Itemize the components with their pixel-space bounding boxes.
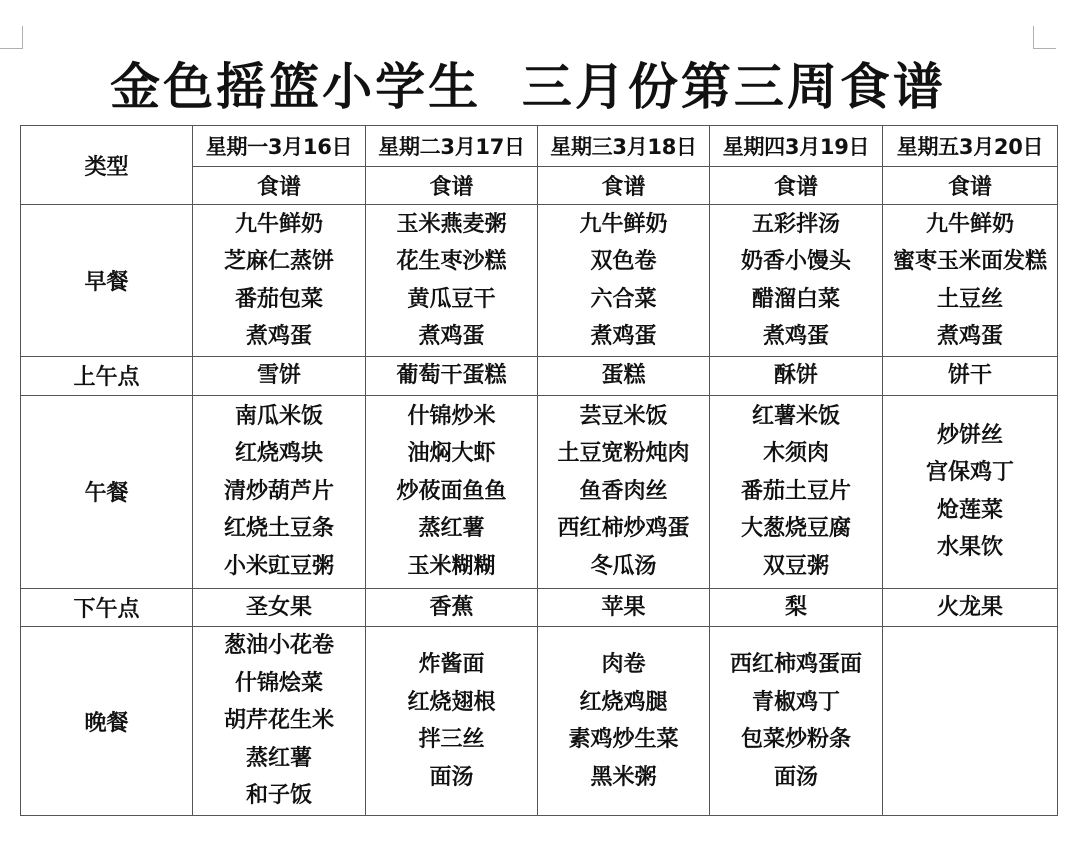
dish-item: 大葱烧豆腐 (740, 516, 851, 542)
dish-item: 五彩拌汤 (751, 211, 840, 237)
day-header-tue: 星期二3月17日 (366, 126, 538, 167)
menu-cell-wed (538, 357, 710, 396)
dish-item: 土豆宽粉炖肉 (557, 441, 690, 467)
dish-item: 酥饼 (773, 363, 818, 388)
page-corner-mark-top-right (1033, 26, 1056, 49)
dish-item: 玉米糊糊 (407, 553, 496, 579)
dish-item: 花生枣沙糕 (396, 249, 507, 274)
dish-item: 香蕉 (429, 594, 474, 620)
dish-item: 包菜炒粉条 (740, 727, 851, 752)
day-header-thu: 星期四3月19日 (710, 126, 883, 167)
dish-item: 黑米粥 (590, 764, 657, 790)
dish-item: 南瓜米饭 (234, 403, 323, 429)
dish-item: 红烧鸡腿 (579, 689, 668, 715)
menu-cell-wed (538, 588, 710, 627)
menu-cell-thu (710, 205, 883, 357)
dish-item: 面汤 (773, 764, 818, 790)
menu-cell-wed (538, 627, 710, 816)
menu-cell-mon (193, 627, 366, 816)
menu-cell-mon (193, 395, 366, 588)
menu-cell-thu (710, 588, 883, 627)
meal-rows (21, 205, 1058, 816)
type-header-cell: 类型 (21, 126, 193, 205)
menu-cell-tue (366, 205, 538, 357)
day-header-wed: 星期三3月18日 (538, 126, 710, 167)
dish-item: 醋溜白菜 (751, 286, 840, 312)
dish-item: 煮鸡蛋 (418, 324, 485, 349)
menu-cell-wed (538, 395, 710, 588)
dish-item: 六合菜 (590, 286, 657, 312)
dish-item: 拌三丝 (418, 727, 485, 752)
dish-item: 苹果 (601, 594, 646, 620)
menu-title: 金色摇篮小学生 三月份第三周食谱 (110, 58, 946, 116)
menu-cell-mon (193, 357, 366, 396)
menu-cell-wed (538, 205, 710, 357)
dish-item: 水果饮 (936, 535, 1003, 560)
meal-label: 下午点 (21, 588, 193, 627)
meal-row (21, 588, 1058, 627)
dish-item: 宫保鸡丁 (925, 460, 1014, 485)
dish-item: 红薯米饭 (751, 403, 840, 429)
dish-item: 炸酱面 (418, 652, 485, 677)
dish-item: 面汤 (429, 764, 474, 790)
dish-item: 素鸡炒生菜 (568, 727, 679, 752)
dish-item: 玉米燕麦粥 (396, 211, 507, 237)
dish-item: 什锦烩菜 (234, 670, 323, 696)
dish-item: 圣女果 (245, 594, 312, 620)
dish-item: 奶香小馒头 (740, 249, 851, 274)
day-header-mon: 星期一3月16日 (193, 126, 366, 167)
menu-cell-tue (366, 395, 538, 588)
dish-item: 葱油小花卷 (223, 633, 334, 659)
menu-cell-thu (710, 627, 883, 816)
meal-label: 上午点 (21, 357, 193, 396)
dish-item: 九牛鲜奶 (234, 211, 323, 237)
dish-item: 煮鸡蛋 (762, 324, 829, 349)
dish-item: 雪饼 (256, 363, 301, 388)
menu-cell-fri (883, 627, 1058, 816)
menu-cell-fri (883, 395, 1058, 588)
menu-cell-mon (193, 205, 366, 357)
weekly-menu-table (20, 125, 1058, 816)
dish-item: 红烧鸡块 (234, 441, 323, 467)
header-row-days (21, 126, 1058, 167)
dish-item: 蜜枣玉米面发糕 (892, 249, 1047, 274)
dish-item: 番茄土豆片 (740, 478, 851, 504)
meal-row (21, 357, 1058, 396)
dish-item: 九牛鲜奶 (925, 211, 1014, 237)
menu-cell-thu (710, 357, 883, 396)
dish-item: 什锦炒米 (407, 403, 496, 429)
dish-item: 炝莲菜 (936, 497, 1003, 523)
dish-item: 西红柿炒鸡蛋 (557, 516, 690, 542)
sub-header-wed: 食谱 (538, 167, 710, 205)
dish-item: 梨 (784, 594, 807, 620)
page-corner-mark-top-left (0, 26, 23, 49)
dish-item: 炒莜面鱼鱼 (396, 478, 507, 504)
dish-item: 肉卷 (601, 652, 646, 677)
menu-cell-tue (366, 588, 538, 627)
meal-label: 早餐 (21, 205, 193, 357)
dish-item: 小米豇豆粥 (223, 553, 334, 579)
dish-item: 油焖大虾 (407, 441, 496, 467)
sub-header-fri: 食谱 (883, 167, 1058, 205)
day-header-fri: 星期五3月20日 (883, 126, 1058, 167)
dish-item: 青椒鸡丁 (751, 689, 840, 715)
dish-item: 炒饼丝 (936, 422, 1003, 448)
dish-item: 火龙果 (936, 594, 1003, 620)
dish-item: 黄瓜豆干 (407, 286, 496, 312)
dish-item: 煮鸡蛋 (936, 324, 1003, 349)
dish-item: 九牛鲜奶 (579, 211, 668, 237)
dish-item: 煮鸡蛋 (590, 324, 657, 349)
dish-item: 蛋糕 (601, 363, 646, 388)
menu-cell-fri (883, 205, 1058, 357)
menu-cell-fri (883, 357, 1058, 396)
dish-item: 和子饭 (245, 783, 312, 809)
dish-item: 西红柿鸡蛋面 (729, 652, 862, 677)
dish-item: 蒸红薯 (418, 516, 485, 542)
dish-item: 葡萄干蛋糕 (396, 363, 507, 388)
menu-cell-tue (366, 357, 538, 396)
dish-item: 饼干 (947, 363, 992, 388)
dish-item: 双色卷 (590, 249, 657, 274)
dish-item: 清炒葫芦片 (223, 478, 334, 504)
dish-item: 蒸红薯 (245, 745, 312, 771)
dish-item: 胡芹花生米 (223, 708, 334, 734)
dish-item: 双豆粥 (762, 553, 829, 579)
dish-item: 番茄包菜 (234, 286, 323, 312)
dish-item: 芝麻仁蒸饼 (223, 249, 334, 274)
sub-header-thu: 食谱 (710, 167, 883, 205)
meal-row (21, 395, 1058, 588)
dish-item: 冬瓜汤 (590, 553, 657, 579)
sub-header-tue: 食谱 (366, 167, 538, 205)
dish-item: 红烧翅根 (407, 689, 496, 715)
menu-cell-thu (710, 395, 883, 588)
dish-item: 土豆丝 (936, 286, 1003, 312)
meal-label: 晚餐 (21, 627, 193, 816)
dish-item: 煮鸡蛋 (245, 324, 312, 349)
menu-cell-mon (193, 588, 366, 627)
dish-item: 木须肉 (762, 441, 829, 467)
meal-row (21, 627, 1058, 816)
sub-header-mon: 食谱 (193, 167, 366, 205)
meal-row (21, 205, 1058, 357)
dish-item: 鱼香肉丝 (579, 478, 668, 504)
dish-item: 红烧土豆条 (223, 516, 334, 542)
meal-label: 午餐 (21, 395, 193, 588)
menu-cell-tue (366, 627, 538, 816)
menu-cell-fri (883, 588, 1058, 627)
dish-item: 芸豆米饭 (579, 403, 668, 429)
